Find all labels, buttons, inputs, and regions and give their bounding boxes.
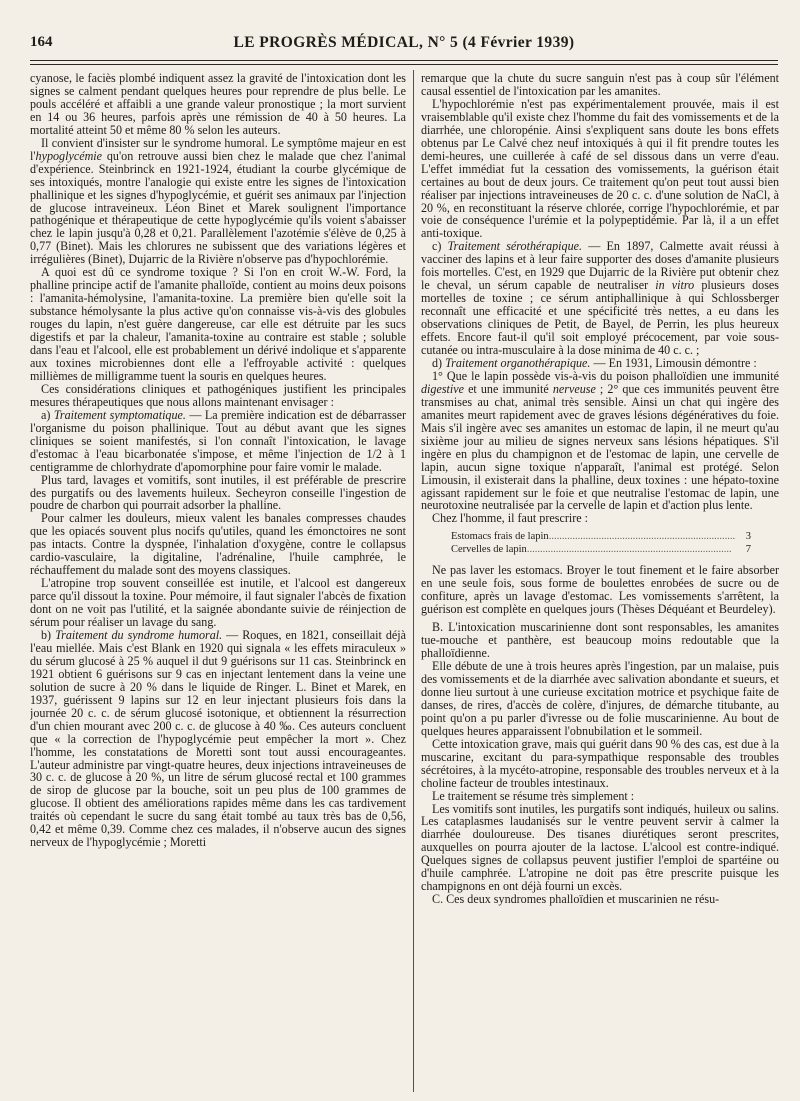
prescription-quantity: 7 (745, 543, 751, 555)
paragraph-text: — La première indication est de débarrasser l'organisme du poison phallinique. Tout au début avant que les signes cliniques se soient manifestés, si l'on connaît l'intoxication, le lavage d'estomac à l'eau bicarbonatée s'impose, et même l'injection de 1/2 à 1 centigramme de chlorhydrate d'apomorphine pour faire vomir le malade. (30, 407, 406, 474)
paragraph: cyanose, le faciès plombé indiquent assez la gravité de l'intoxication dont les signes se calment pendant quelques heures pour reprendre de plus belle. Le pouls accéléré et affaibli a une grande valeur pronostique ; la mort survient en 14 ou 36 heures, parfois après une rémission de 40 à 50 heures. La mortalité atteint 50 et même 80 % selon les auteurs. (30, 72, 406, 137)
dot-leader (549, 531, 736, 544)
paragraph (30, 409, 406, 474)
prescription-quantity: 3 (745, 531, 751, 543)
paragraph-text: 1° Que le lapin possède vis-à-vis du poison phalloïdien une immunité (432, 368, 779, 383)
paragraph: Plus tard, lavages et vomitifs, sont inutiles, il est préférable de prescrire des purgatifs ou des lavements huileux. Secheyron conseille l'ingestion de poudre de charbon qui pourrait adsorber la phalline. (30, 472, 406, 513)
paragraph (30, 137, 406, 267)
paragraph-text: plusieurs doses mortelles de toxine ; ce sérum antiphallinique à qui Schlossberger reconnaît une efficacité et une spécificité très nettes, a eu dans les observations cliniques de Petit, de Bayel, de Perrin, les plus heureux effets. Encore faut-il qu'il soit employé précocement, par voie sous-cutanée ou intra-musculaire à la dose minima de 40 c. c. ; (421, 278, 779, 358)
paragraph-emphasis: in vitro (655, 278, 695, 293)
dot-leader (527, 544, 736, 557)
paragraph-emphasis: Traitement sérothérapique. (447, 239, 583, 254)
paragraph-text: Il convient d'insister sur le syndrome humoral. Le symptôme majeur en est l' (30, 135, 406, 163)
prescription-item: Estomacs frais de lapin (451, 531, 549, 543)
paragraph: Ces considérations cliniques et pathogéniques justifient les principales mesures thérapeutiques que nous allons maintenant envisager : (30, 381, 406, 409)
right-column (421, 72, 779, 1096)
paragraph: Ne pas laver les estomacs. Broyer le tout finement et le faire absorber en une seule fois, sous forme de boulettes enrobées de sucre ou de confiture, après un lavage d'estomac. Les vomissements s'arrêtent, la guérison est complète en quelques jours (Thèses Déquéant et Beurdeley). (421, 563, 779, 617)
paragraph-emphasis: digestive (421, 381, 464, 396)
page-number: 164 (30, 34, 53, 50)
paragraph-emphasis: Traitement organothérapique. (445, 355, 591, 370)
paragraph-text: — En 1897, Calmette avait réussi à vacciner des lapins et à leur faire supporter des doses d'amanite plusieurs fois mortelles. C'est, en 1929 que Dujarric de la Rivière put obtenir chez le cheval, un sérum capable de neutraliser (421, 239, 779, 293)
running-header (30, 34, 778, 54)
paragraph-emphasis: nerveuse (552, 381, 596, 396)
paragraph-emphasis: Traitement symptomatique. (53, 407, 186, 422)
paragraph-text: a) (41, 407, 54, 422)
paragraph: C. Ces deux syndromes phalloïdien et muscarinien ne résu- (432, 892, 720, 907)
paragraph: Pour calmer les douleurs, mieux valent les banales compresses chaudes que les opiacés souvent plus nocifs qu'utiles, quand les émonctoires ne sont pas intacts. Contre la dyspnée, l'inhalation d'oxygène, contre le collapsus cardio-vasculaire, la digitaline, l'adrénaline, l'huile camphrée, le réchauffement du malade sont des moyens classiques. (30, 511, 406, 578)
paragraph-text: c) (432, 239, 448, 254)
paragraph-text: d) (432, 355, 446, 370)
paragraph (30, 629, 406, 849)
paragraph-text: ; 2° que ces immunités peuvent être transmises au chat, animal très sensible. Ainsi un chat qui ingère des amanites meurt rapidement avec de graves lésions dégénératives du foie. Mais s'il ingère avec ses amanites un estomac de lapin, il ne meurt qu'au sixième jour au milieu de signes nerveux sans lésions hépatiques. S'il ingère en plus du champignon et de l'estomac de lapin, une cervelle de lapin, aucun signe toxique n'apparaît, l'animal est protégé. Selon Limousin, il existerait dans la phalline, deux toxines : une hépato-toxine agissant rapidement sur le foie et que neutralise l'estomac de lapin, une neurotoxine neutralisée par la cervelle de lapin et d'action plus lente. (421, 381, 779, 513)
column-separator (413, 70, 414, 1092)
paragraph: A quoi est dû ce syndrome toxique ? Si l'on en croit W.-W. Ford, la phalline principe actif de l'amanite phalloïde, contient au moins deux poisons : l'amanita-hémolysine, l'amanita-toxine. La première bien qu'elle soit la substance hémolysante la plus active qu'on connaisse vis-à-vis des globules rouges du lapin, n'est guère dangereuse, car elle est détruite par les sucs digestifs et par la chaleur, l'amanita-toxine au contraire est stable ; soluble dans l'eau et l'alcool, elle est probablement un dérivé indolique et s'apparente aux toxines microbiennes dont elle a l'effroyable activité : quelques millièmes de milligramme tuent la souris en quelques heures. (30, 265, 406, 383)
paragraph: Elle débute de une à trois heures après l'ingestion, par un malaise, puis des vomissements et de la diarrhée avec salivation abondante et sueurs, et donne lieu surtout à une curieuse excitation motrice et psychique faite de danses, de rires, d'accès de colère, d'injures, de démarche titubante, au point qu'on a pu parler d'ivresse ou de folie muscarinienne. Au bout de quelques heures apparaissent l'obnubilation et le sommeil. (421, 659, 779, 738)
paragraph: B. L'intoxication muscarinienne dont sont responsables, les amanites tue-mouche et panthère, est beaucoup moins redoutable que la phalloïdienne. (421, 620, 779, 661)
paragraph-emphasis: hypoglycémie (35, 148, 103, 163)
prescription-list (451, 531, 751, 556)
prescription-row (451, 544, 751, 557)
paragraph: Les vomitifs sont inutiles, les purgatifs sont indiqués, huileux ou salins. Les cataplasmes laudanisés sur le ventre peuvent servir à calmer la diarrhée douloureuse. Des tisanes diurétiques seront prescrites, auxquelles on pourra ajouter de la lactose. L'alcool est contre-indiqué. Quelques signes de collapsus peuvent justifier l'emploi de spartéine ou d'huile camphrée. L'atropine ne doit pas être prescrite puisque les champignons en ont déjà fourni un excès. (421, 801, 779, 894)
paragraph: Cette intoxication grave, mais qui guérit dans 90 % des cas, est due à la muscarine, excitant du para-sympathique responsable des troubles sécrétoires, à la mycéto-atropine, responsable des troubles nerveux et à la choline facteur de troubles intestinaux. (421, 736, 779, 790)
paragraph: remarque que la chute du sucre sanguin n'est pas à coup sûr l'élément causal essentiel de l'intoxication par les amanites. (421, 72, 779, 98)
paragraph: Chez l'homme, il faut prescrire : (432, 511, 588, 526)
left-column (30, 72, 406, 1096)
paragraph-text: — En 1931, Limousin démontre : (590, 355, 757, 370)
paragraph-text: — Roques, en 1821, conseillait déjà l'eau miellée. Mais c'est Blank en 1920 qui signala « les effets miraculeux » du sérum glucosé à 25 % auquel il dut 9 guérisons sur 11 cas. Steinbrinck en 1921 obtient 6 guérisons sur 9 cas en injectant lentement dans la veine une solution de sucre à 20 % dans le liquide de Ringer. L. Binet et Marek, en 1937, guérissent 9 lapins sur 12 en leur injectant plusieurs fois dans la journée 20 c. c. de sérum glucosé isotonique, et obtiennent la résurrection d'un chien mourant avec 200 c. c. de glucose à 40 ‰. Ces auteurs concluent que « la correction de l'hypoglycémie peut empêcher la mort ». Chez l'homme, les constatations de Moretti sont tout aussi encourageantes. L'auteur administre par vingt-quatre heures, deux injections intraveineuses de 30 c. c. de glucose à 20 %, un litre de sérum glucosé rectal et 100 grammes de sirop de glucose par la bouche, soit un peu plus de 100 grammes de glucose. Il obtient des améliorations rapides même dans les cas tardivement traités où cependant le sucre du sang était tombé au taux très bas de 0,56, 0,42 et même 0,39. Comme chez ces malades, il n'observe aucun des signes nerveux de l'hypoglycémie ; Moretti (30, 627, 406, 850)
header-rule-inner (30, 64, 778, 65)
paragraph (421, 240, 779, 357)
paragraph: Le traitement se résume très simplement : (432, 788, 635, 803)
header-rule (30, 60, 778, 61)
paragraph-text: b) (41, 627, 56, 642)
paragraph: L'hypochlorémie n'est pas expérimentalement prouvée, mais il est vraisemblable qu'il existe chez l'homme du fait des vomissements et de la diarrhée, une chloropénie. Ainsi s'expliquent sans doute les bons effets obtenus par Le Calvé chez neuf intoxiqués à qui il fit prendre toutes les demi-heures, une cuillerée à café de sel dissous dans un verre d'eau. L'effet immédiat fut la cessation des vomissements, la guérison était certaines au bout de deux jours. Ce traitement qu'on peut tout aussi bien réaliser par injections intraveineuses de 20 c. c. d'une solution de NaCl, à 20 %, en reconstituant la réserve chlorée, corrige l'hypochlorémie, et par voie de conséquence l'urémie et la polypeptidémie. Par là, il a un effet anti-toxique. (421, 96, 779, 241)
prescription-item: Cervelles de lapin (451, 543, 527, 555)
paragraph-text: et une immunité (463, 381, 553, 396)
paragraph: L'atropine trop souvent conseillée est inutile, et l'alcool est dangereux parce qu'il dissout la toxine. Pour mémoire, il faut signaler l'abcès de fixation dont on ne voit pas l'utilité, et la saignée abondante suivie de réinjection de sérum pour réaliser un lavage du sang. (30, 576, 406, 630)
prescription-row (451, 531, 751, 544)
paragraph-emphasis: Traitement du syndrome humoral. (55, 627, 223, 642)
journal-title: LE PROGRÈS MÉDICAL, N° 5 (4 Février 1939) (233, 34, 575, 51)
paragraph-text: qu'on retrouve aussi bien chez le malade que chez l'animal d'expérience. Steinbrinck en 1921-1924, étudiant la courbe glycémique de ses intoxiqués, montre l'analogie qui existe entre les signes de l'intoxication phallinique et les signes d'hypoglycémie, et guérit ses animaux par l'injection de glucose intraveineux. Léon Binet et Marek soulignent l'importance pathogénique et thérapeutique de cette hypoglycémie qu'ils voient s'abaisser chez le lapin jusqu'à 0,28 et 0,21. Parallèlement l'azotémie s'élève de 0,25 à 0,77 (Binet). Mais les chlorures ne subissent que des variations légères et irrégulières (Binet), Dujarric de la Rivière n'observe pas d'hypochlorémie. (30, 148, 406, 267)
paragraph (421, 370, 779, 512)
